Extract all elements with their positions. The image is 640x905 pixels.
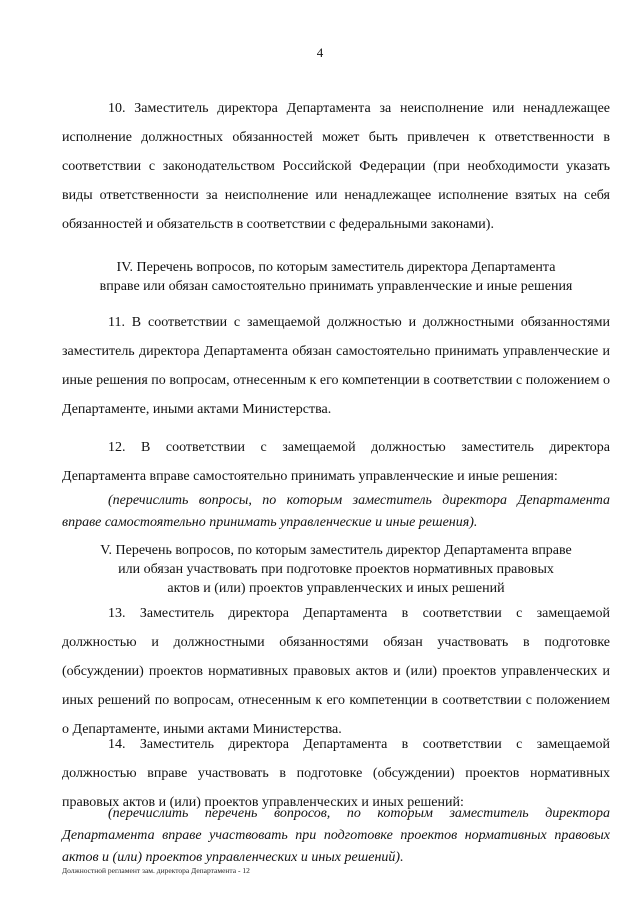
paragraph-12: 12. В соответствии с замещаемой должностью заместитель директора Департамента вправе самостоятельно принимать управленческие и иные решения: <box>62 440 610 484</box>
section-v-heading-line-1: V. Перечень вопросов, по которым заместитель директор Департамента вправе <box>100 543 572 558</box>
page-number: 4 <box>316 45 324 60</box>
paragraph-14: 14. Заместитель директора Департамента в соответствии с замещаемой должностью вправе участвовать в подготовке (обсуждении) проектов нормативных правовых актов и (или) проектов управленческих и иных решений: <box>62 737 610 810</box>
section-v-heading <box>62 541 610 598</box>
paragraph-13: 13. Заместитель директора Департамента в соответствии с замещаемой должностью и должностными обязанностями обязан участвовать в подготовке (обсуждении) проектов нормативных правовых актов и (или) проектов управленческих и иных решений по вопросам, отнесенным к его компетенции в соответствии с положением о Департаменте, иными актами Министерства. <box>62 606 610 737</box>
section-v-heading-line-3: актов и (или) проектов управленческих и иных решений <box>167 581 505 596</box>
section-iv-heading-line-2: вправе или обязан самостоятельно принимать управленческие и иные решения <box>99 279 573 294</box>
paragraph-12-note: (перечислить вопросы, по которым заместитель директора Департамента вправе самостоятельно принимать управленческие и иные решения). <box>62 493 610 530</box>
section-iv-heading-line-1: IV. Перечень вопросов, по которым заместитель директора Департамента <box>116 260 556 275</box>
section-iv-heading <box>62 258 610 296</box>
paragraph-10: 10. Заместитель директора Департамента за неисполнение или ненадлежащее исполнение должностных обязанностей может быть привлечен к ответственности в соответствии с законодательством Российской Федерации (при необходимости указать виды ответственности за неисполнение или ненадлежащее исполнение взятых на себя обязанностей и обязательств в соответствии с федеральными законами). <box>62 101 610 232</box>
paragraph-11: 11. В соответствии с замещаемой должностью и должностными обязанностями заместитель директора Департамента обязан самостоятельно принимать управленческие и иные решения по вопросам, отнесенным к его компетенции в соответствии с положением о Департаменте, иными актами Министерства. <box>62 315 610 417</box>
paragraph-14-note: (перечислить перечень вопросов, по которым заместитель директора Департамента вправе участвовать при подготовке проектов нормативных правовых актов и (или) проектов управленческих и иных решений). <box>62 806 610 865</box>
document-footer: Должностной регламент зам. директора Департамента - 12 <box>62 866 250 875</box>
section-v-heading-line-2: или обязан участвовать при подготовке проектов нормативных правовых <box>118 562 554 577</box>
